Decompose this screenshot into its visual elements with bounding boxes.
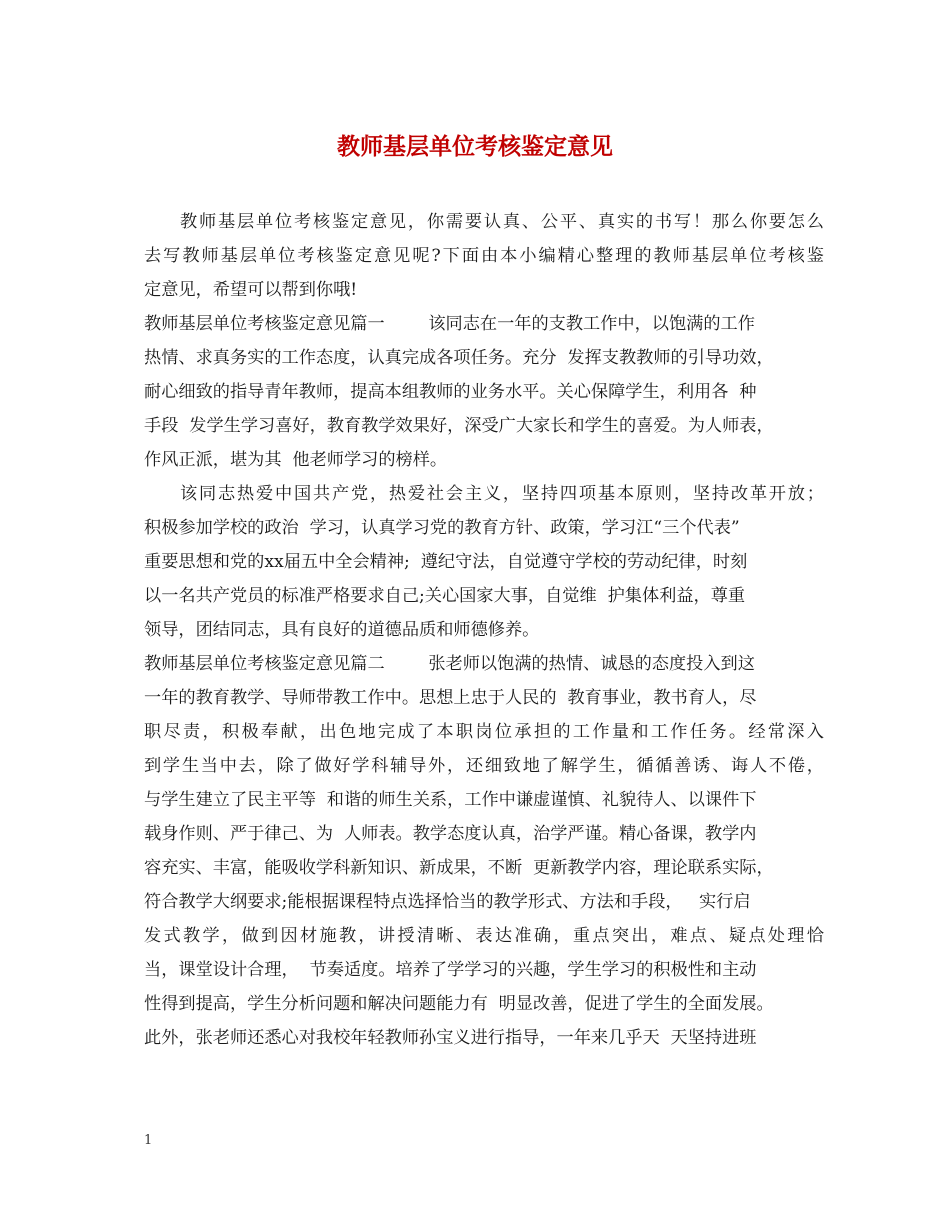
text-line: 该同志热爱中国共产党，热爱社会主义，坚持四项基本原则，坚持改革开放； xyxy=(180,484,824,504)
text-line: 定意见，希望可以帮到你哦! xyxy=(144,280,358,300)
text-line: 热情、求真务实的工作态度，认真完成各项任务。充分 发挥支教教师的引导功效， xyxy=(144,348,774,368)
text-line: 教师基层单位考核鉴定意见篇二 张老师以饱满的热情、诚恳的态度投入到这 xyxy=(144,654,755,674)
text-line: 发式教学，做到因材施教，讲授清晰、表达准确，重点突出，难点、疑点处理恰 xyxy=(144,926,824,946)
document-body xyxy=(144,205,824,1055)
text-line: 一年的教育教学、导师带教工作中。思想上忠于人民的 教育事业，教书育人，尽 xyxy=(144,688,757,708)
text-line: 此外，张老师还悉心对我校年轻教师孙宝义进行指导，一年来几乎天 天坚持进班 xyxy=(144,1028,757,1048)
text-line: 职尽责，积极奉献，出色地完成了本职岗位承担的工作量和工作任务。经常深入 xyxy=(144,722,824,742)
text-line: 与学生建立了民主平等 和谐的师生关系，工作中谦虚谨慎、礼貌待人、以课件下 xyxy=(144,790,757,810)
text-line: 积极参加学校的政治 学习，认真学习党的教育方针、政策，学习江“三个代表” xyxy=(144,518,740,538)
text-line: 作风正派，堪为其 他老师学习的榜样。 xyxy=(144,450,448,470)
text-line: 以一名共产党员的标准严格要求自己;关心国家大事，自觉维 护集体利益，尊重 xyxy=(144,586,746,606)
text-line: 重要思想和党的xx届五中全会精神; 遵纪守法，自觉遵守学校的劳动纪律，时刻 xyxy=(144,552,748,572)
text-line: 手段 发学生学习喜好，教育教学效果好，深受广大家长和学生的喜爱。为人师表， xyxy=(144,416,774,436)
text-line: 载身作则、严于律己、为 人师表。教学态度认真，治学严谨。精心备课，教学内 xyxy=(144,824,757,844)
text-line: 容充实、丰富，能吸收学科新知识、新成果，不断 更新教学内容，理论联系实际， xyxy=(144,858,774,878)
document-title: 教师基层单位考核鉴定意见 xyxy=(337,133,613,160)
text-line: 耐心细致的指导青年教师，提高本组教师的业务水平。关心保障学生，利用各 种 xyxy=(144,382,757,402)
text-line: 到学生当中去，除了做好学科辅导外，还细致地了解学生，循循善诱、诲人不倦， xyxy=(144,756,824,776)
text-line: 性得到提高，学生分析问题和解决问题能力有 明显改善，促进了学生的全面发展。 xyxy=(144,994,774,1014)
text-line: 教师基层单位考核鉴定意见篇一 该同志在一年的支教工作中，以饱满的工作 xyxy=(144,314,755,334)
text-line: 当，课堂设计合理， 节奏适度。培养了学学习的兴趣，学生学习的积极性和主动 xyxy=(144,960,757,980)
text-line: 符合教学大纲要求;能根据课程特点选择恰当的教学形式、方法和手段， 实行启 xyxy=(144,892,751,912)
text-line: 去写教师基层单位考核鉴定意见呢?下面由本小编精心整理的教师基层单位考核鉴 xyxy=(144,246,824,266)
page-number: 1 xyxy=(144,1133,153,1148)
text-line: 教师基层单位考核鉴定意见，你需要认真、公平、真实的书写！那么你要怎么 xyxy=(180,212,824,232)
text-line: 领导，团结同志，具有良好的道德品质和师德修养。 xyxy=(144,620,540,640)
